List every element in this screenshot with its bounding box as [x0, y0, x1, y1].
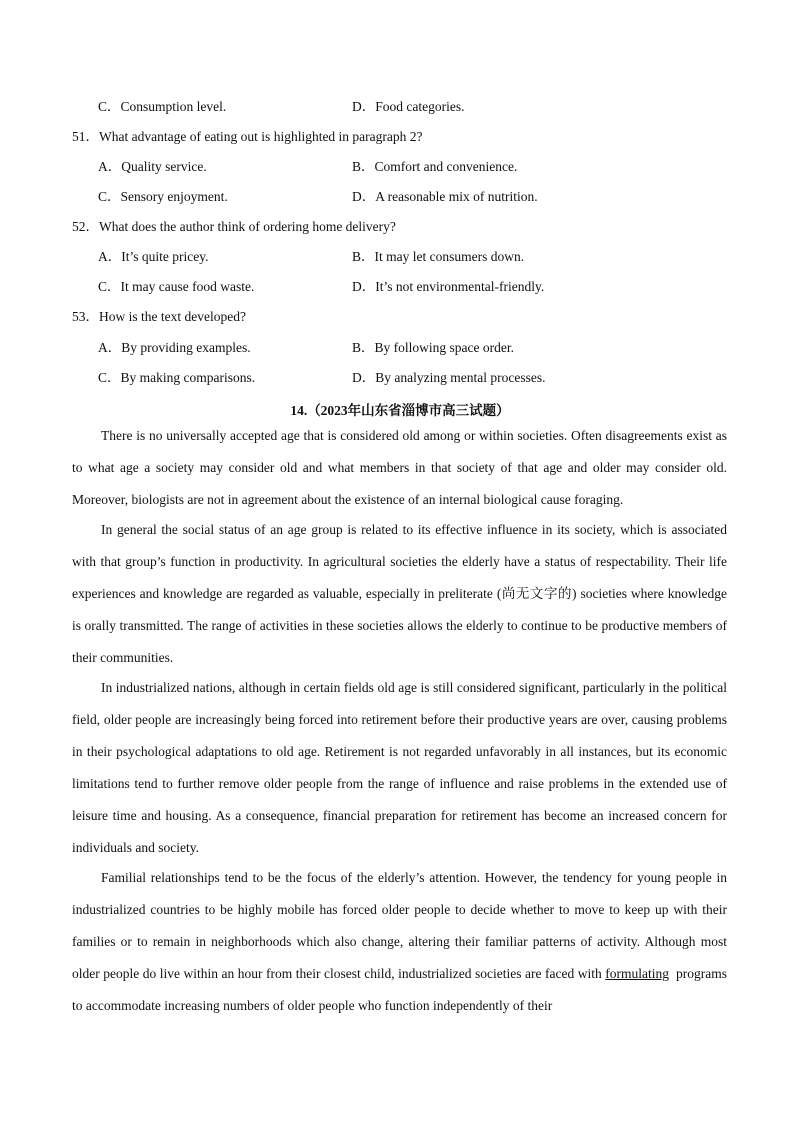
q50-option-d: D．Food categories.	[352, 99, 465, 114]
q51-option-a: A．Quality service.	[98, 159, 207, 174]
passage-paragraph-4	[72, 862, 727, 1022]
q52-option-d: D．It’s not environmental-friendly.	[352, 279, 545, 294]
q51-stem: 51．What advantage of eating out is highlighted in paragraph 2?	[72, 129, 423, 144]
paragraph-4-text-after: programs to accommodate increasing numbers of older people who function independently of their	[72, 966, 728, 1013]
q52-option-a: A．It’s quite pricey.	[98, 249, 209, 264]
paragraph-4-text-before: Familial relationships tend to be the focus of the elderly’s attention. However, the tendency for young people in industrialized countries to be highly mobile has forced older people to decide whether to move to keep up with their families or to remain in neighborhoods which also change, altering their familiar patterns of activity. Although most older people do live within an hour from their closest child, industrialized societies are faced with	[72, 870, 727, 981]
q50-option-c: C．Consumption level.	[98, 99, 227, 114]
q53-stem: 53．How is the text developed?	[72, 309, 246, 324]
q53-option-c: C．By making comparisons.	[98, 370, 256, 385]
q51-option-c: C．Sensory enjoyment.	[98, 189, 228, 204]
q51-option-d: D．A reasonable mix of nutrition.	[352, 189, 538, 204]
q53-option-a: A．By providing examples.	[98, 340, 251, 355]
q53-option-b: B．By following space order.	[352, 340, 514, 355]
q53-option-d: D．By analyzing mental processes.	[352, 370, 546, 385]
passage-paragraph-3: In industrialized nations, although in certain fields old age is still considered significant, particularly in the political field, older people are increasingly being forced into retirement before their productive years are over, causing problems in their psychological adaptations to old age. Retirement is not regarded unfavorably in all instances, but its economic limitations tend to further remove older people from the range of influence and raise problems in the extended use of leisure time and housing. As a consequence, financial preparation for retirement has become an increased concern for individuals and society.	[72, 680, 727, 855]
passage-paragraph-1: There is no universally accepted age that is considered old among or within societies. Often disagreements exist as to what age a society may consider old and what members in that society of that age and older may consider old. Moreover, biologists are not in agreement about the existence of an internal biological cause foraging.	[72, 428, 727, 507]
q51-option-b: B．Comfort and convenience.	[352, 159, 518, 174]
q52-option-c: C．It may cause food waste.	[98, 279, 255, 294]
q52-option-b: B．It may let consumers down.	[352, 249, 525, 264]
underlined-word-formulating: formulating	[605, 966, 670, 981]
passage-paragraph-2: In general the social status of an age group is related to its effective influence in its society, which is associated with that group’s function in productivity. In agricultural societies the elderly have a status of respectability. Their life experiences and knowledge are regarded as valuable, especially in preliterate (尚无文字的) societies where knowledge is orally transmitted. The range of activities in these societies allows the elderly to continue to be productive members of their communities.	[72, 522, 727, 665]
q52-stem: 52．What does the author think of ordering home delivery?	[72, 219, 396, 234]
section-heading: 14.（2023年山东省淄博市高三试题）	[290, 403, 510, 418]
